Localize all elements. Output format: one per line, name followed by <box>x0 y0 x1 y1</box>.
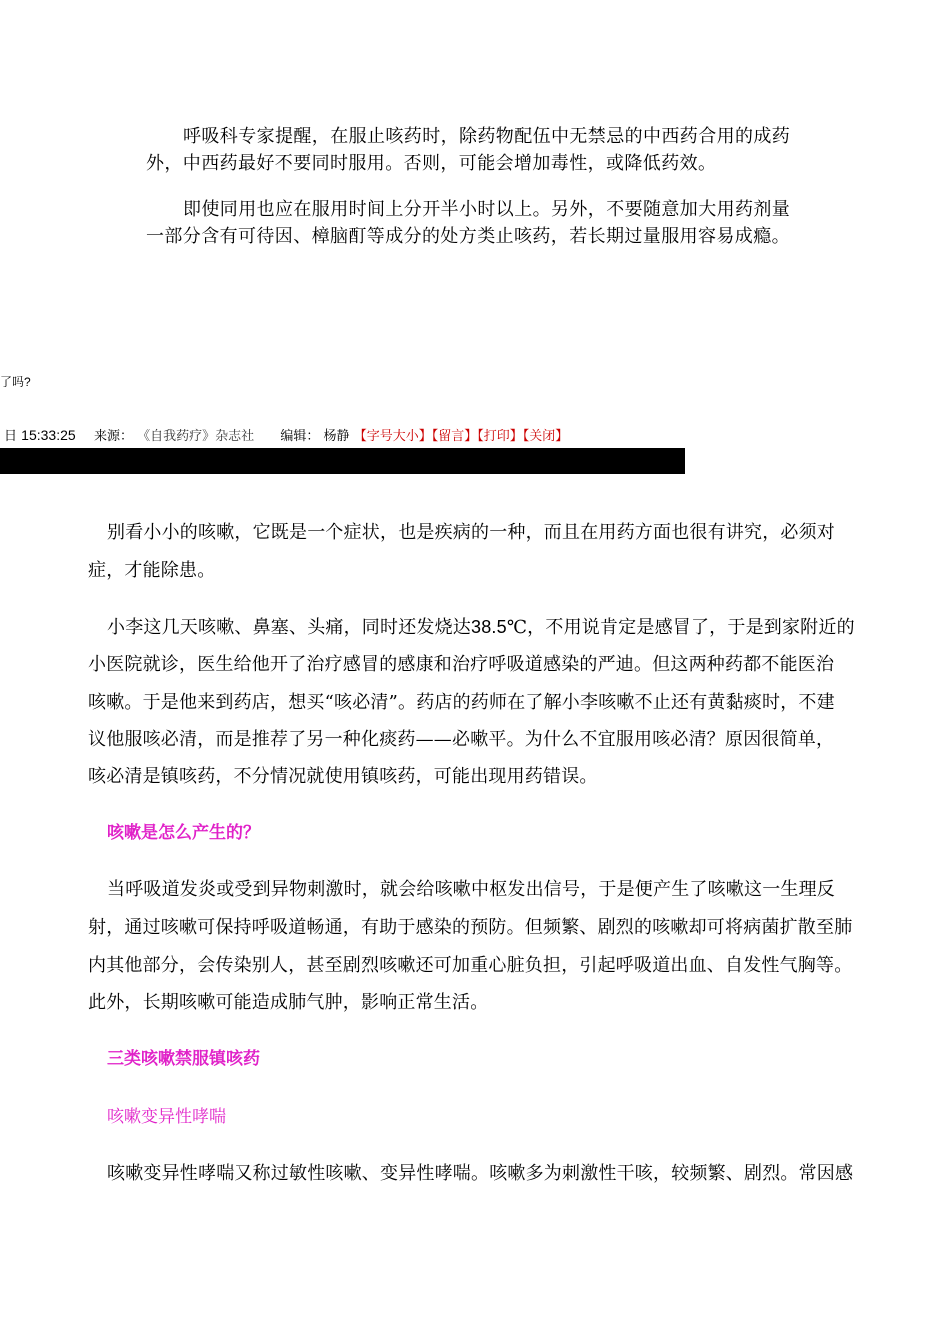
print-link[interactable]: 【打印】 <box>477 429 523 444</box>
section-heading-cough-cause: 咳嗽是怎么产生的？ <box>107 823 260 843</box>
body-p2-line4: 议他服咳必清，而是推荐了另一种化痰药——必嗽平。为什么不宜服用咳必清？原因很简单， <box>88 729 835 750</box>
comment-link[interactable]: 【留言】 <box>431 429 478 444</box>
meta-date-suffix: 日 <box>4 429 18 444</box>
intro-p1-line2: 外，中西药最好不要同时服用。否则，可能会增加毒性，或降低药效。 <box>146 153 717 174</box>
close-link[interactable]: 【关闭】 <box>522 429 569 444</box>
meta-editor-label: 编辑： <box>280 429 320 444</box>
intro-p1-line1: 呼吸科专家提醒，在服止咳药时，除药物配伍中无禁忌的中西药合用的成药 <box>183 126 791 147</box>
intro-p2-line2: 一部分含有可待因、樟脑酊等成分的处方类止咳药，若长期过量服用容易成瘾。 <box>146 226 790 247</box>
divider-bar <box>0 448 685 474</box>
meta-source-label: 来源： <box>93 429 133 444</box>
body-p1-line2: 症，才能除患。 <box>88 560 216 581</box>
body-p3-line3: 内其他部分，会传染别人，甚至剧烈咳嗽还可加重心脏负担，引起呼吸道出血、自发性气胸等。 <box>88 955 853 976</box>
meta-time: 15:33:25 <box>21 427 76 443</box>
font-size-large-link[interactable]: 大 <box>392 429 406 444</box>
body-p4-line1: 咳嗽变异性哮喘又称过敏性咳嗽、变异性哮喘。咳嗽多为刺激性干咳，较频繁、剧烈。常因感 <box>107 1163 854 1184</box>
meta-source[interactable]: 《自我药疗》杂志社 <box>137 429 255 444</box>
section-heading-three-types: 三类咳嗽禁服镇咳药 <box>107 1049 260 1069</box>
intro-p2-line1: 即使同用也应在服用时间上分开半小时以上。另外，不要随意加大用药剂量 <box>183 199 791 220</box>
article-title-fragment: 了吗? <box>0 375 31 389</box>
meta-editor: 杨静 <box>323 429 350 444</box>
body-p3-line1: 当呼吸道发炎或受到异物刺激时，就会给咳嗽中枢发出信号，于是便产生了咳嗽这一生理反 <box>107 879 835 900</box>
meta-font-size-open: 【字号 <box>353 429 393 444</box>
body-p2-temperature: 38.5 <box>471 617 507 637</box>
body-p2-line3: 咳嗽。于是他来到药店，想买“咳必清”。药店的药师在了解小李咳嗽不止还有黄黏痰时，不建 <box>88 692 835 713</box>
body-p2-line1-b: ℃，不用说肯定是感冒了，于是到家附近的 <box>506 617 855 638</box>
body-p3-line4: 此外，长期咳嗽可能造成肺气肿，影响正常生活。 <box>88 992 489 1013</box>
subheading-cough-variant-asthma: 咳嗽变异性哮喘 <box>107 1107 226 1127</box>
body-p2-line1-a: 小李这几天咳嗽、鼻塞、头痛，同时还发烧达 <box>107 617 471 638</box>
body-p2-line1 <box>107 616 855 639</box>
article-meta <box>4 427 568 445</box>
body-p3-line2: 射，通过咳嗽可保持呼吸道畅通，有助于感染的预防。但频繁、剧烈的咳嗽却可将病菌扩散至肺 <box>88 917 853 938</box>
body-p2-line5: 咳必清是镇咳药，不分情况就使用镇咳药，可能出现用药错误。 <box>88 766 598 787</box>
font-size-small-link[interactable]: 小】 <box>405 429 432 444</box>
body-p2-line2: 小医院就诊，医生给他开了治疗感冒的感康和治疗呼吸道感染的严迪。但这两种药都不能医治 <box>88 654 835 675</box>
body-p1-line1: 别看小小的咳嗽，它既是一个症状，也是疾病的一种，而且在用药方面也很有讲究，必须对 <box>107 522 835 543</box>
